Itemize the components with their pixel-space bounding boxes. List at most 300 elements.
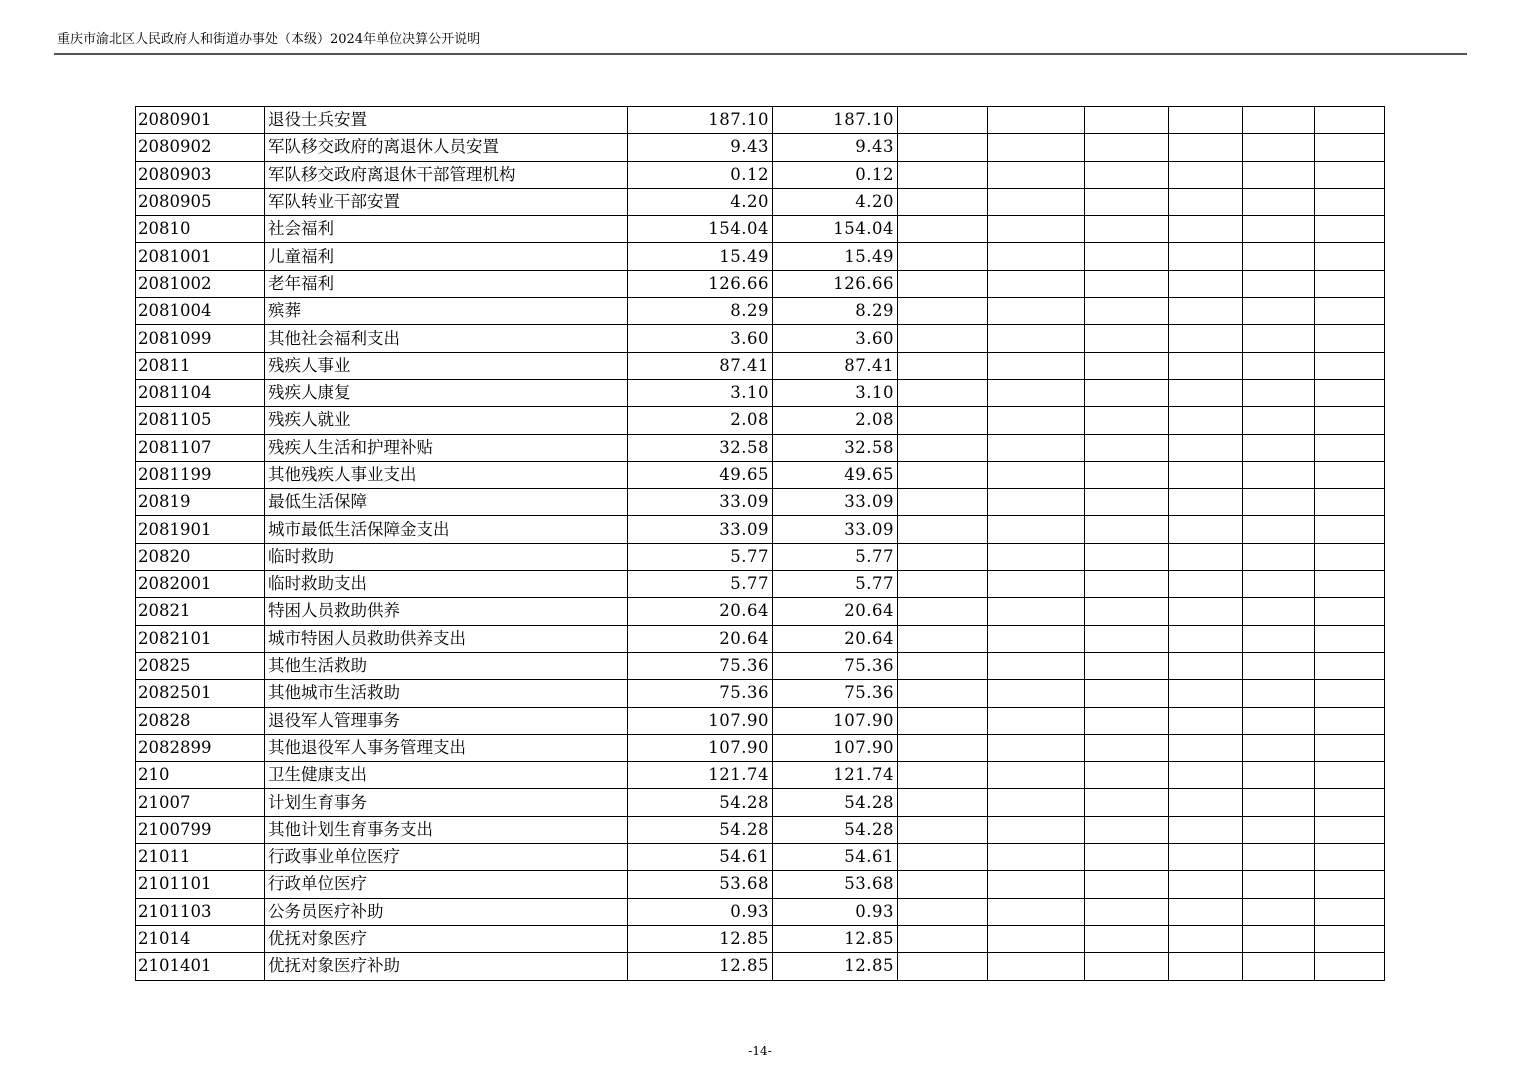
subject-code-cell: 2081001 [136, 243, 265, 270]
empty-cell [988, 243, 1085, 270]
amount-total-cell: 15.49 [628, 243, 773, 270]
amount-total-cell: 54.28 [628, 816, 773, 843]
subject-name-cell: 临时救助 [265, 543, 628, 570]
amount-basic-cell: 3.60 [773, 325, 898, 352]
amount-basic-cell: 0.93 [773, 898, 898, 925]
empty-cell [1315, 543, 1385, 570]
amount-basic-cell: 20.64 [773, 625, 898, 652]
table-row [136, 707, 1385, 734]
empty-cell [1169, 816, 1243, 843]
amount-basic-cell: 107.90 [773, 734, 898, 761]
empty-cell [1085, 407, 1169, 434]
empty-cell [1243, 652, 1315, 679]
empty-cell [988, 516, 1085, 543]
empty-cell [1315, 516, 1385, 543]
amount-basic-cell: 187.10 [773, 107, 898, 134]
empty-cell [1169, 734, 1243, 761]
subject-name-cell: 优抚对象医疗补助 [265, 953, 628, 980]
page-number: -14- [748, 1044, 772, 1058]
empty-cell [1315, 216, 1385, 243]
empty-cell [1085, 352, 1169, 379]
subject-name-cell: 公务员医疗补助 [265, 898, 628, 925]
empty-cell [1315, 461, 1385, 488]
empty-cell [988, 762, 1085, 789]
amount-total-cell: 5.77 [628, 543, 773, 570]
empty-cell [1243, 407, 1315, 434]
subject-name-cell: 其他残疾人事业支出 [265, 461, 628, 488]
empty-cell [1169, 216, 1243, 243]
empty-cell [1315, 107, 1385, 134]
empty-cell [1169, 898, 1243, 925]
subject-code-cell: 2080905 [136, 188, 265, 215]
empty-cell [1243, 844, 1315, 871]
empty-cell [988, 707, 1085, 734]
empty-cell [1315, 352, 1385, 379]
empty-cell [898, 161, 988, 188]
empty-cell [1169, 243, 1243, 270]
empty-cell [988, 134, 1085, 161]
empty-cell [1243, 789, 1315, 816]
empty-cell [1315, 871, 1385, 898]
amount-total-cell: 75.36 [628, 680, 773, 707]
amount-basic-cell: 33.09 [773, 516, 898, 543]
empty-cell [1243, 871, 1315, 898]
empty-cell [988, 571, 1085, 598]
amount-basic-cell: 20.64 [773, 598, 898, 625]
amount-basic-cell: 2.08 [773, 407, 898, 434]
empty-cell [1315, 489, 1385, 516]
subject-name-cell: 城市最低生活保障金支出 [265, 516, 628, 543]
empty-cell [1169, 134, 1243, 161]
amount-total-cell: 33.09 [628, 489, 773, 516]
empty-cell [1243, 953, 1315, 980]
empty-cell [1085, 516, 1169, 543]
empty-cell [988, 352, 1085, 379]
amount-total-cell: 49.65 [628, 461, 773, 488]
table-row [136, 543, 1385, 570]
subject-name-cell: 城市特困人员救助供养支出 [265, 625, 628, 652]
empty-cell [1315, 598, 1385, 625]
empty-cell [1085, 379, 1169, 406]
empty-cell [1243, 325, 1315, 352]
subject-name-cell: 行政事业单位医疗 [265, 844, 628, 871]
empty-cell [898, 270, 988, 297]
document-header-title: 重庆市渝北区人民政府人和街道办事处（本级）2024年单位决算公开说明 [57, 32, 481, 47]
empty-cell [1169, 680, 1243, 707]
subject-name-cell: 特困人员救助供养 [265, 598, 628, 625]
subject-name-cell: 社会福利 [265, 216, 628, 243]
table-row [136, 571, 1385, 598]
table-row [136, 762, 1385, 789]
subject-name-cell: 残疾人就业 [265, 407, 628, 434]
amount-basic-cell: 154.04 [773, 216, 898, 243]
table-row [136, 107, 1385, 134]
empty-cell [988, 379, 1085, 406]
amount-total-cell: 33.09 [628, 516, 773, 543]
empty-cell [1315, 816, 1385, 843]
amount-total-cell: 3.10 [628, 379, 773, 406]
table-row [136, 516, 1385, 543]
empty-cell [1085, 816, 1169, 843]
empty-cell [988, 734, 1085, 761]
subject-code-cell: 2100799 [136, 816, 265, 843]
empty-cell [898, 871, 988, 898]
empty-cell [1169, 352, 1243, 379]
empty-cell [988, 298, 1085, 325]
subject-name-cell: 老年福利 [265, 270, 628, 297]
empty-cell [1085, 789, 1169, 816]
amount-basic-cell: 15.49 [773, 243, 898, 270]
amount-total-cell: 20.64 [628, 625, 773, 652]
amount-basic-cell: 49.65 [773, 461, 898, 488]
empty-cell [1085, 762, 1169, 789]
empty-cell [1315, 571, 1385, 598]
table-row [136, 734, 1385, 761]
amount-basic-cell: 53.68 [773, 871, 898, 898]
empty-cell [898, 107, 988, 134]
table-row [136, 652, 1385, 679]
amount-total-cell: 54.28 [628, 789, 773, 816]
table-row [136, 598, 1385, 625]
empty-cell [898, 816, 988, 843]
amount-basic-cell: 75.36 [773, 680, 898, 707]
empty-cell [1243, 243, 1315, 270]
empty-cell [1243, 352, 1315, 379]
empty-cell [898, 243, 988, 270]
amount-total-cell: 9.43 [628, 134, 773, 161]
empty-cell [1243, 188, 1315, 215]
empty-cell [988, 107, 1085, 134]
amount-total-cell: 121.74 [628, 762, 773, 789]
empty-cell [898, 789, 988, 816]
table-row [136, 898, 1385, 925]
empty-cell [1085, 243, 1169, 270]
empty-cell [1315, 298, 1385, 325]
empty-cell [1169, 298, 1243, 325]
amount-basic-cell: 12.85 [773, 953, 898, 980]
empty-cell [1169, 598, 1243, 625]
subject-name-cell: 优抚对象医疗 [265, 925, 628, 952]
empty-cell [1169, 871, 1243, 898]
subject-name-cell: 最低生活保障 [265, 489, 628, 516]
empty-cell [1085, 188, 1169, 215]
empty-cell [988, 898, 1085, 925]
empty-cell [988, 871, 1085, 898]
table-row [136, 680, 1385, 707]
table-row [136, 352, 1385, 379]
empty-cell [1085, 107, 1169, 134]
amount-basic-cell: 8.29 [773, 298, 898, 325]
empty-cell [1169, 543, 1243, 570]
subject-name-cell: 军队移交政府的离退休人员安置 [265, 134, 628, 161]
empty-cell [1243, 216, 1315, 243]
subject-name-cell: 其他计划生育事务支出 [265, 816, 628, 843]
amount-total-cell: 107.90 [628, 707, 773, 734]
empty-cell [1315, 707, 1385, 734]
subject-name-cell: 其他社会福利支出 [265, 325, 628, 352]
empty-cell [898, 489, 988, 516]
empty-cell [898, 571, 988, 598]
empty-cell [1243, 516, 1315, 543]
empty-cell [1085, 707, 1169, 734]
empty-cell [1169, 516, 1243, 543]
empty-cell [898, 134, 988, 161]
amount-basic-cell: 54.61 [773, 844, 898, 871]
empty-cell [1315, 407, 1385, 434]
amount-total-cell: 54.61 [628, 844, 773, 871]
empty-cell [1085, 925, 1169, 952]
subject-name-cell: 退役军人管理事务 [265, 707, 628, 734]
empty-cell [1169, 270, 1243, 297]
empty-cell [1085, 953, 1169, 980]
empty-cell [1243, 434, 1315, 461]
empty-cell [898, 652, 988, 679]
empty-cell [1243, 107, 1315, 134]
empty-cell [1315, 188, 1385, 215]
empty-cell [988, 161, 1085, 188]
empty-cell [988, 625, 1085, 652]
subject-name-cell: 残疾人事业 [265, 352, 628, 379]
empty-cell [1315, 161, 1385, 188]
table-row [136, 434, 1385, 461]
subject-code-cell: 2082001 [136, 571, 265, 598]
subject-code-cell: 2080903 [136, 161, 265, 188]
subject-name-cell: 残疾人康复 [265, 379, 628, 406]
empty-cell [988, 489, 1085, 516]
empty-cell [1085, 844, 1169, 871]
empty-cell [1085, 871, 1169, 898]
empty-cell [1243, 734, 1315, 761]
empty-cell [1169, 953, 1243, 980]
amount-total-cell: 187.10 [628, 107, 773, 134]
empty-cell [1169, 188, 1243, 215]
empty-cell [1243, 680, 1315, 707]
empty-cell [988, 925, 1085, 952]
empty-cell [1085, 571, 1169, 598]
empty-cell [1243, 461, 1315, 488]
empty-cell [1169, 925, 1243, 952]
amount-basic-cell: 75.36 [773, 652, 898, 679]
empty-cell [1315, 243, 1385, 270]
subject-code-cell: 21011 [136, 844, 265, 871]
subject-code-cell: 20810 [136, 216, 265, 243]
table-row [136, 925, 1385, 952]
empty-cell [1315, 379, 1385, 406]
empty-cell [1243, 543, 1315, 570]
empty-cell [1085, 298, 1169, 325]
header-divider [54, 53, 1467, 55]
empty-cell [898, 461, 988, 488]
amount-basic-cell: 0.12 [773, 161, 898, 188]
subject-name-cell: 退役士兵安置 [265, 107, 628, 134]
empty-cell [1085, 216, 1169, 243]
empty-cell [1085, 598, 1169, 625]
empty-cell [1243, 762, 1315, 789]
empty-cell [1085, 325, 1169, 352]
subject-code-cell: 2082899 [136, 734, 265, 761]
empty-cell [898, 298, 988, 325]
amount-basic-cell: 87.41 [773, 352, 898, 379]
subject-code-cell: 20819 [136, 489, 265, 516]
empty-cell [1243, 598, 1315, 625]
amount-total-cell: 32.58 [628, 434, 773, 461]
amount-total-cell: 8.29 [628, 298, 773, 325]
table-row [136, 188, 1385, 215]
amount-total-cell: 154.04 [628, 216, 773, 243]
empty-cell [1085, 134, 1169, 161]
empty-cell [898, 434, 988, 461]
empty-cell [898, 598, 988, 625]
empty-cell [1243, 134, 1315, 161]
empty-cell [1085, 270, 1169, 297]
empty-cell [1243, 270, 1315, 297]
empty-cell [898, 898, 988, 925]
amount-total-cell: 0.93 [628, 898, 773, 925]
table-row [136, 625, 1385, 652]
empty-cell [1085, 652, 1169, 679]
empty-cell [1243, 707, 1315, 734]
empty-cell [1243, 379, 1315, 406]
table-row [136, 134, 1385, 161]
empty-cell [898, 325, 988, 352]
subject-code-cell: 20821 [136, 598, 265, 625]
empty-cell [1169, 789, 1243, 816]
empty-cell [1315, 953, 1385, 980]
empty-cell [1243, 161, 1315, 188]
empty-cell [1169, 652, 1243, 679]
empty-cell [898, 707, 988, 734]
empty-cell [1169, 107, 1243, 134]
subject-code-cell: 2081105 [136, 407, 265, 434]
amount-total-cell: 12.85 [628, 953, 773, 980]
subject-name-cell: 殡葬 [265, 298, 628, 325]
empty-cell [988, 816, 1085, 843]
empty-cell [1085, 543, 1169, 570]
subject-code-cell: 2101401 [136, 953, 265, 980]
table-row [136, 325, 1385, 352]
empty-cell [1169, 625, 1243, 652]
empty-cell [1085, 680, 1169, 707]
amount-total-cell: 5.77 [628, 571, 773, 598]
empty-cell [1169, 434, 1243, 461]
empty-cell [988, 188, 1085, 215]
empty-cell [1243, 571, 1315, 598]
table-row [136, 489, 1385, 516]
empty-cell [1315, 844, 1385, 871]
empty-cell [1315, 762, 1385, 789]
amount-total-cell: 126.66 [628, 270, 773, 297]
empty-cell [898, 516, 988, 543]
empty-cell [1315, 625, 1385, 652]
amount-basic-cell: 54.28 [773, 789, 898, 816]
empty-cell [898, 925, 988, 952]
subject-code-cell: 2081004 [136, 298, 265, 325]
amount-basic-cell: 126.66 [773, 270, 898, 297]
empty-cell [898, 680, 988, 707]
amount-basic-cell: 33.09 [773, 489, 898, 516]
empty-cell [898, 953, 988, 980]
table-row [136, 243, 1385, 270]
empty-cell [1243, 489, 1315, 516]
empty-cell [1315, 270, 1385, 297]
subject-name-cell: 计划生育事务 [265, 789, 628, 816]
subject-code-cell: 21007 [136, 789, 265, 816]
empty-cell [898, 188, 988, 215]
amount-basic-cell: 54.28 [773, 816, 898, 843]
subject-code-cell: 2081199 [136, 461, 265, 488]
table-row [136, 953, 1385, 980]
empty-cell [1085, 461, 1169, 488]
subject-code-cell: 2081099 [136, 325, 265, 352]
amount-total-cell: 12.85 [628, 925, 773, 952]
empty-cell [1085, 434, 1169, 461]
empty-cell [898, 216, 988, 243]
amount-total-cell: 53.68 [628, 871, 773, 898]
amount-total-cell: 107.90 [628, 734, 773, 761]
subject-code-cell: 20825 [136, 652, 265, 679]
empty-cell [988, 844, 1085, 871]
empty-cell [1243, 298, 1315, 325]
empty-cell [1243, 898, 1315, 925]
empty-cell [1243, 816, 1315, 843]
amount-total-cell: 87.41 [628, 352, 773, 379]
table-body [136, 107, 1385, 981]
subject-name-cell: 军队转业干部安置 [265, 188, 628, 215]
subject-name-cell: 军队移交政府离退休干部管理机构 [265, 161, 628, 188]
subject-code-cell: 2101101 [136, 871, 265, 898]
empty-cell [1315, 925, 1385, 952]
empty-cell [988, 461, 1085, 488]
empty-cell [988, 543, 1085, 570]
empty-cell [1169, 161, 1243, 188]
empty-cell [1243, 625, 1315, 652]
empty-cell [988, 325, 1085, 352]
subject-name-cell: 其他生活救助 [265, 652, 628, 679]
subject-name-cell: 其他城市生活救助 [265, 680, 628, 707]
subject-name-cell: 临时救助支出 [265, 571, 628, 598]
subject-name-cell: 儿童福利 [265, 243, 628, 270]
empty-cell [1085, 734, 1169, 761]
subject-code-cell: 20811 [136, 352, 265, 379]
subject-name-cell: 卫生健康支出 [265, 762, 628, 789]
empty-cell [988, 953, 1085, 980]
table-row [136, 789, 1385, 816]
empty-cell [1315, 434, 1385, 461]
empty-cell [1085, 161, 1169, 188]
subject-code-cell: 20828 [136, 707, 265, 734]
table-row [136, 844, 1385, 871]
table-row [136, 871, 1385, 898]
empty-cell [1169, 571, 1243, 598]
amount-basic-cell: 121.74 [773, 762, 898, 789]
empty-cell [1169, 844, 1243, 871]
table-row [136, 298, 1385, 325]
subject-name-cell: 残疾人生活和护理补贴 [265, 434, 628, 461]
subject-code-cell: 2080901 [136, 107, 265, 134]
subject-name-cell: 其他退役军人事务管理支出 [265, 734, 628, 761]
subject-code-cell: 2082101 [136, 625, 265, 652]
empty-cell [1169, 325, 1243, 352]
empty-cell [988, 216, 1085, 243]
amount-basic-cell: 9.43 [773, 134, 898, 161]
subject-code-cell: 20820 [136, 543, 265, 570]
empty-cell [898, 625, 988, 652]
amount-total-cell: 20.64 [628, 598, 773, 625]
subject-code-cell: 2081107 [136, 434, 265, 461]
table-row [136, 407, 1385, 434]
empty-cell [898, 379, 988, 406]
empty-cell [1169, 707, 1243, 734]
